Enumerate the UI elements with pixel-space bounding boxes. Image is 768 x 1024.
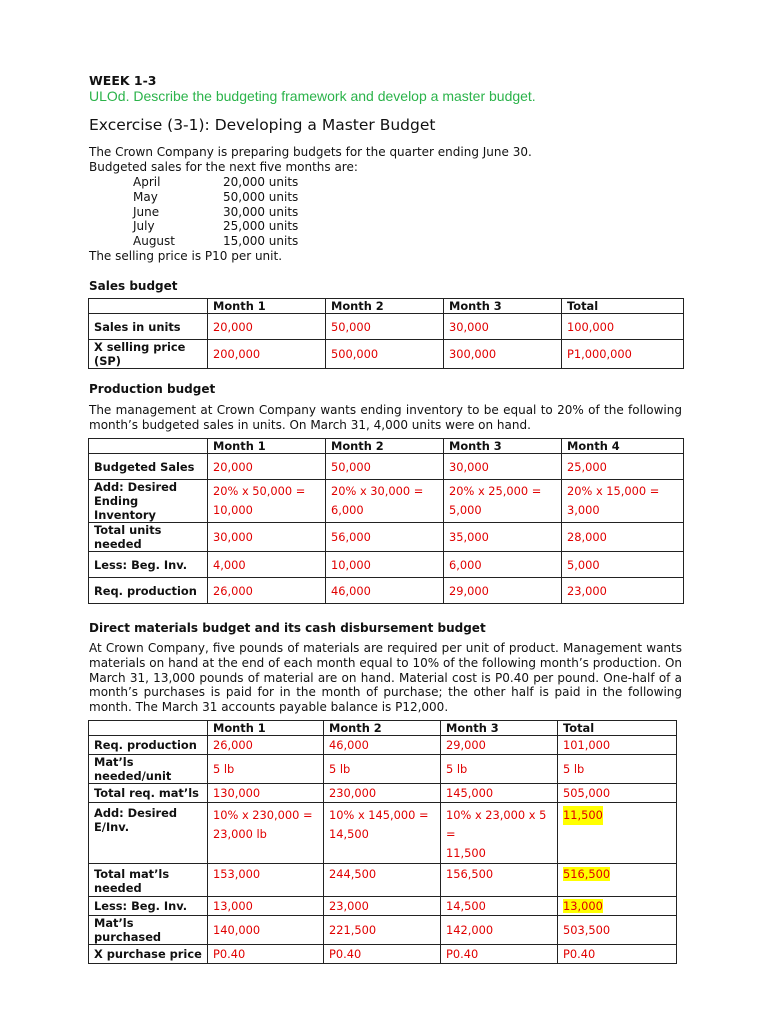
cell-text: 130,000 xyxy=(213,786,261,800)
column-header: Total xyxy=(558,721,677,736)
cell-line: 20% x 50,000 = xyxy=(213,484,306,498)
cell-text: 23,000 xyxy=(329,899,369,913)
cell-value xyxy=(444,578,562,604)
cell-value xyxy=(324,864,441,897)
cell-value xyxy=(562,454,684,480)
column-header: Month 1 xyxy=(208,721,324,736)
cell-text: 20,000 xyxy=(213,319,253,334)
cell-value xyxy=(562,552,684,578)
row-label: Mat’ls purchased xyxy=(89,916,208,945)
cell-text: 13,000 xyxy=(213,899,253,913)
cell-value xyxy=(562,523,684,552)
cell-value xyxy=(558,864,677,897)
table-row xyxy=(89,916,677,945)
row-label: Budgeted Sales xyxy=(89,454,208,480)
cell-text: 145,000 xyxy=(446,786,494,800)
row-label: Less: Beg. Inv. xyxy=(89,552,208,578)
cell-text: 29,000 xyxy=(446,738,486,752)
column-header xyxy=(89,439,208,454)
cell-line: 11,500 xyxy=(446,846,486,860)
column-header xyxy=(89,299,208,314)
cell-line: 6,000 xyxy=(331,503,364,517)
cell-text: P1,000,000 xyxy=(567,347,632,361)
cell-text: 30,000 xyxy=(449,319,489,334)
cell-text: 23,000 xyxy=(567,583,607,598)
row-label: Total req. mat’ls xyxy=(89,784,208,803)
cell-text: 26,000 xyxy=(213,738,253,752)
cell-text: P0.40 xyxy=(563,947,596,961)
cell-text: 142,000 xyxy=(446,923,494,937)
month-units: 15,000 units xyxy=(223,234,299,248)
cell-value xyxy=(326,314,444,340)
cell-text: 140,000 xyxy=(213,923,261,937)
cell-text: 35,000 xyxy=(449,530,489,544)
production-budget-heading: Production budget xyxy=(89,382,216,396)
sales-budget-table xyxy=(88,298,684,369)
sales-budget-heading: Sales budget xyxy=(89,279,178,293)
cell-text: 5 lb xyxy=(213,762,235,776)
cell-value xyxy=(444,523,562,552)
cell-value xyxy=(324,784,441,803)
cell-value xyxy=(208,480,326,523)
cell-value xyxy=(558,755,677,784)
cell-value xyxy=(208,864,324,897)
cell-line: 14,500 xyxy=(329,827,369,841)
week-label: WEEK 1-3 xyxy=(89,73,157,88)
cell-value xyxy=(208,784,324,803)
column-header: Month 3 xyxy=(444,299,562,314)
cell-text: 10,000 xyxy=(331,557,371,572)
cell-line: 20% x 25,000 = xyxy=(449,484,542,498)
cell-value xyxy=(441,755,558,784)
cell-value xyxy=(208,454,326,480)
cell-value xyxy=(558,916,677,945)
month-name: April xyxy=(133,175,161,189)
cell-text: 153,000 xyxy=(213,867,261,881)
column-header: Month 3 xyxy=(441,721,558,736)
cell-text: 221,500 xyxy=(329,923,377,937)
cell-line: = xyxy=(446,827,456,841)
cell-line: 11,500 xyxy=(563,806,603,825)
cell-text: 100,000 xyxy=(567,319,615,334)
cell-text: 46,000 xyxy=(331,583,371,598)
cell-text: 30,000 xyxy=(213,530,253,544)
cell-text: 26,000 xyxy=(213,583,253,598)
cell-value xyxy=(326,523,444,552)
cell-text: 503,500 xyxy=(563,923,611,937)
cell-text: 30,000 xyxy=(449,459,489,474)
month-name: May xyxy=(133,190,158,204)
production-budget-text: The management at Crown Company wants ending inventory to be equal to 20% of the following month’s budgeted sales in units. On March 31, 4,000 units were on hand. xyxy=(89,403,682,432)
column-header: Month 1 xyxy=(208,439,326,454)
row-label: Mat’ls needed/unit xyxy=(89,755,208,784)
cell-value xyxy=(324,755,441,784)
cell-text: P0.40 xyxy=(329,947,362,961)
cell-value xyxy=(558,803,677,864)
cell-text: 25,000 xyxy=(567,459,607,474)
cell-text: 300,000 xyxy=(449,347,497,361)
cell-value xyxy=(326,340,444,369)
cell-text: 13,000 xyxy=(563,899,603,913)
cell-text: 5 lb xyxy=(563,762,585,776)
column-header: Month 1 xyxy=(208,299,326,314)
month-name: July xyxy=(133,219,155,233)
table-row xyxy=(89,552,684,578)
table-row xyxy=(89,523,684,552)
production-budget-table xyxy=(88,438,684,604)
column-header: Month 3 xyxy=(444,439,562,454)
cell-text: 50,000 xyxy=(331,459,371,474)
cell-value xyxy=(208,552,326,578)
cell-line: 5,000 xyxy=(449,503,482,517)
cell-text: 500,000 xyxy=(331,347,379,361)
cell-value xyxy=(562,578,684,604)
table-row xyxy=(89,945,677,964)
row-label: X purchase price xyxy=(89,945,208,964)
cell-value xyxy=(326,480,444,523)
cell-text: 200,000 xyxy=(213,347,261,361)
column-header: Month 2 xyxy=(326,439,444,454)
ulo-line: ULOd. Describe the budgeting framework and develop a master budget. xyxy=(89,88,536,104)
cell-value xyxy=(208,340,326,369)
cell-line: 23,000 lb xyxy=(213,827,267,841)
cell-value xyxy=(441,916,558,945)
cell-value xyxy=(444,552,562,578)
cell-value xyxy=(326,454,444,480)
table-row xyxy=(89,803,677,864)
cell-value xyxy=(562,340,684,369)
cell-line: 10,000 xyxy=(213,503,253,517)
cell-value xyxy=(208,897,324,916)
cell-text: 5,000 xyxy=(567,557,600,572)
cell-value xyxy=(444,340,562,369)
cell-text: 5 lb xyxy=(446,762,468,776)
cell-text: 14,500 xyxy=(446,899,486,913)
column-header: Total xyxy=(562,299,684,314)
cell-text: 28,000 xyxy=(567,530,607,544)
cell-value xyxy=(562,314,684,340)
dm-budget-table xyxy=(88,720,677,964)
cell-value xyxy=(208,736,324,755)
column-header: Month 2 xyxy=(324,721,441,736)
cell-value xyxy=(208,314,326,340)
cell-text: 46,000 xyxy=(329,738,369,752)
cell-value xyxy=(562,480,684,523)
cell-text: 50,000 xyxy=(331,319,371,334)
intro-line-2: Budgeted sales for the next five months are: xyxy=(89,160,358,174)
cell-value xyxy=(441,945,558,964)
row-label: Req. production xyxy=(89,736,208,755)
row-label: X selling price (SP) xyxy=(89,340,208,369)
month-units: 25,000 units xyxy=(223,219,299,233)
month-units: 50,000 units xyxy=(223,190,299,204)
cell-line: 20% x 30,000 = xyxy=(331,484,424,498)
table-row xyxy=(89,864,677,897)
cell-text: 505,000 xyxy=(563,786,611,800)
column-header: Month 4 xyxy=(562,439,684,454)
column-header: Month 2 xyxy=(326,299,444,314)
cell-value xyxy=(441,736,558,755)
table-row xyxy=(89,736,677,755)
cell-text: 29,000 xyxy=(449,583,489,598)
cell-value xyxy=(208,523,326,552)
cell-value xyxy=(208,945,324,964)
cell-value xyxy=(558,945,677,964)
row-label: Sales in units xyxy=(89,314,208,340)
cell-value xyxy=(558,897,677,916)
table-row xyxy=(89,314,684,340)
cell-text: 244,500 xyxy=(329,867,377,881)
row-label: Less: Beg. Inv. xyxy=(89,897,208,916)
cell-line: 20% x 15,000 = xyxy=(567,484,660,498)
column-header xyxy=(89,721,208,736)
cell-text: 20,000 xyxy=(213,459,253,474)
cell-text: 101,000 xyxy=(563,738,611,752)
row-label: Add: Desired Ending Inventory xyxy=(89,480,208,523)
cell-value xyxy=(324,945,441,964)
cell-text: 6,000 xyxy=(449,557,482,572)
cell-line: 10% x 230,000 = xyxy=(213,808,313,822)
month-units: 20,000 units xyxy=(223,175,299,189)
row-label: Total units needed xyxy=(89,523,208,552)
cell-text: 56,000 xyxy=(331,530,371,544)
cell-value xyxy=(326,552,444,578)
cell-value xyxy=(324,916,441,945)
cell-value xyxy=(441,803,558,864)
price-line: The selling price is P10 per unit. xyxy=(89,249,283,263)
table-row xyxy=(89,897,677,916)
cell-value xyxy=(441,864,558,897)
cell-value xyxy=(558,736,677,755)
cell-text: 5 lb xyxy=(329,762,351,776)
cell-value xyxy=(444,314,562,340)
table-header-row xyxy=(89,299,684,314)
table-row xyxy=(89,340,684,369)
cell-value xyxy=(441,897,558,916)
cell-value xyxy=(208,578,326,604)
table-row xyxy=(89,755,677,784)
cell-value xyxy=(208,916,324,945)
cell-text: 156,500 xyxy=(446,867,494,881)
cell-text: P0.40 xyxy=(213,947,246,961)
cell-text: 4,000 xyxy=(213,557,246,572)
cell-value xyxy=(444,480,562,523)
cell-value xyxy=(208,755,324,784)
row-label: Add: Desired E/Inv. xyxy=(89,803,208,864)
table-row xyxy=(89,480,684,523)
table-row xyxy=(89,784,677,803)
cell-value xyxy=(324,736,441,755)
month-units: 30,000 units xyxy=(223,205,299,219)
cell-line: 10% x 145,000 = xyxy=(329,808,429,822)
exercise-title: Excercise (3-1): Developing a Master Budget xyxy=(89,116,436,134)
dm-budget-heading: Direct materials budget and its cash disbursement budget xyxy=(89,621,486,635)
intro-line-1: The Crown Company is preparing budgets for the quarter ending June 30. xyxy=(89,145,532,159)
cell-line: 3,000 xyxy=(567,503,600,517)
row-label: Total mat’ls needed xyxy=(89,864,208,897)
cell-text: 230,000 xyxy=(329,786,377,800)
cell-text: 516,500 xyxy=(563,867,611,881)
dm-budget-text: At Crown Company, five pounds of materials are required per unit of product. Management wants materials on hand at the end of each month equal to 10% of the following month’s production. On March 31, 13,000 pounds of material are on hand. Material cost is P0.40 per pound. One-half of a month’s purchases is paid for in the month of purchase; the other half is paid in the following month. The March 31 accounts payable balance is P12,000. xyxy=(89,641,682,715)
cell-line: 10% x 23,000 x 5 xyxy=(446,808,547,822)
table-row xyxy=(89,454,684,480)
cell-value xyxy=(441,784,558,803)
row-label: Req. production xyxy=(89,578,208,604)
month-name: August xyxy=(133,234,175,248)
cell-value xyxy=(558,784,677,803)
table-row xyxy=(89,578,684,604)
table-header-row xyxy=(89,721,677,736)
month-name: June xyxy=(133,205,160,219)
table-header-row xyxy=(89,439,684,454)
cell-text: P0.40 xyxy=(446,947,479,961)
cell-value xyxy=(324,803,441,864)
cell-value xyxy=(208,803,324,864)
cell-value xyxy=(326,578,444,604)
cell-value xyxy=(324,897,441,916)
cell-value xyxy=(444,454,562,480)
